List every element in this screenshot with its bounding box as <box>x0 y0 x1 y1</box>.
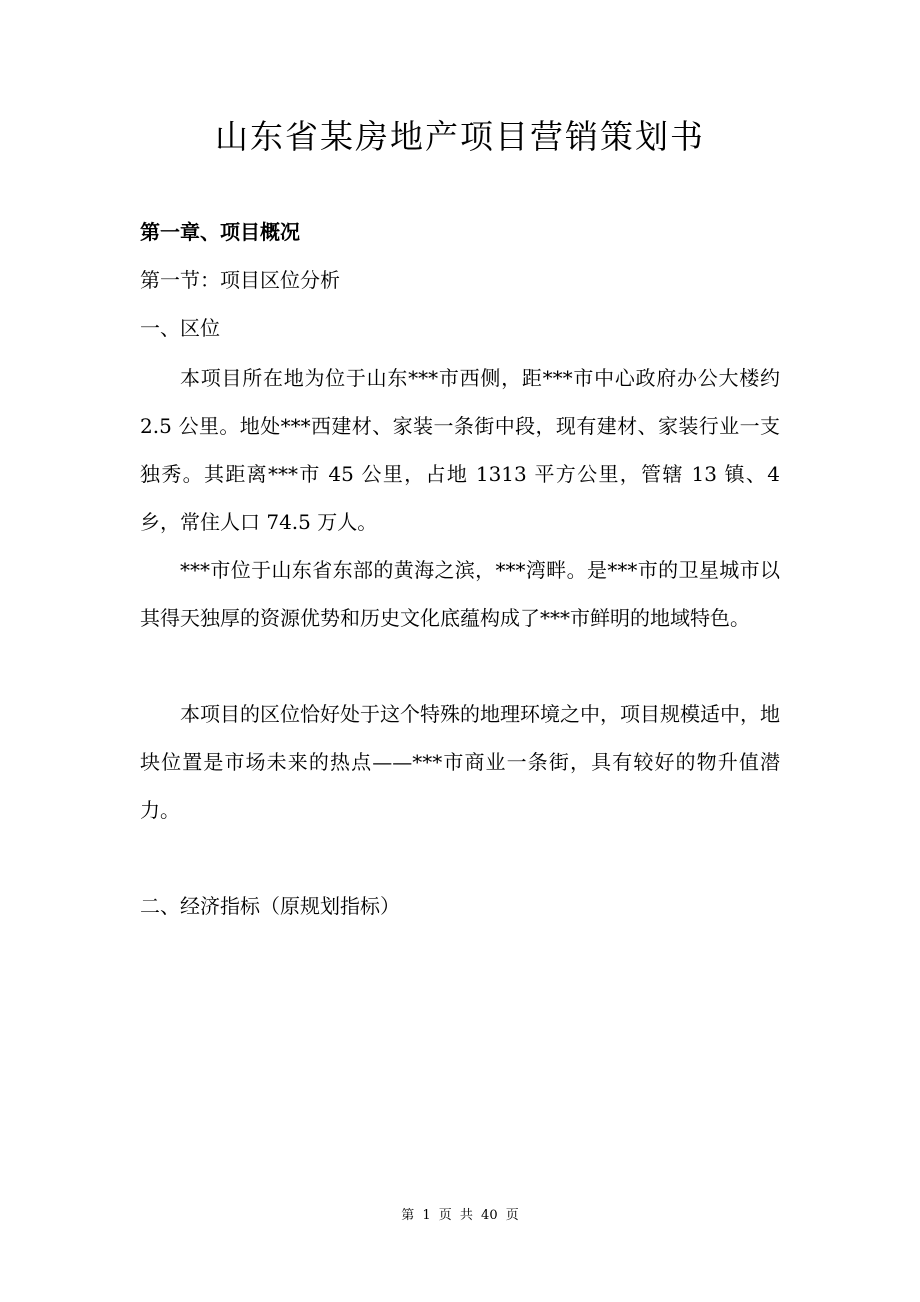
chapter-heading: 第一章、项目概况 <box>140 220 300 244</box>
paragraph-location-1: 本项目所在地为位于山东***市西侧，距***市中心政府办公大楼约 2.5 公里。地处***西建材、家装一条街中段，现有建材、家装行业一支独秀。其距离***市 45 公里，占地 1313 平方公里，管辖 13 镇、4 乡，常住人口 74.5 万人。 <box>140 366 780 534</box>
page-footer: 第 1 页 共 40 页 <box>401 1208 519 1223</box>
subsection-heading-economic-indicators: 二、经济指标（原规划指标） <box>140 894 400 918</box>
paragraph-location-3: 本项目的区位恰好处于这个特殊的地理环境之中，项目规模适中，地块位置是市场未来的热点——***市商业一条街，具有较好的物升值潜力。 <box>140 702 780 822</box>
document-title: 山东省某房地产项目营销策划书 <box>215 117 705 156</box>
subsection-heading-location: 一、区位 <box>140 316 220 340</box>
paragraph-location-2: ***市位于山东省东部的黄海之滨，***湾畔。是***市的卫星城市以其得天独厚的资源优势和历史文化底蕴构成了***市鲜明的地域特色。 <box>140 558 780 630</box>
section-heading: 第一节：项目区位分析 <box>140 268 340 292</box>
